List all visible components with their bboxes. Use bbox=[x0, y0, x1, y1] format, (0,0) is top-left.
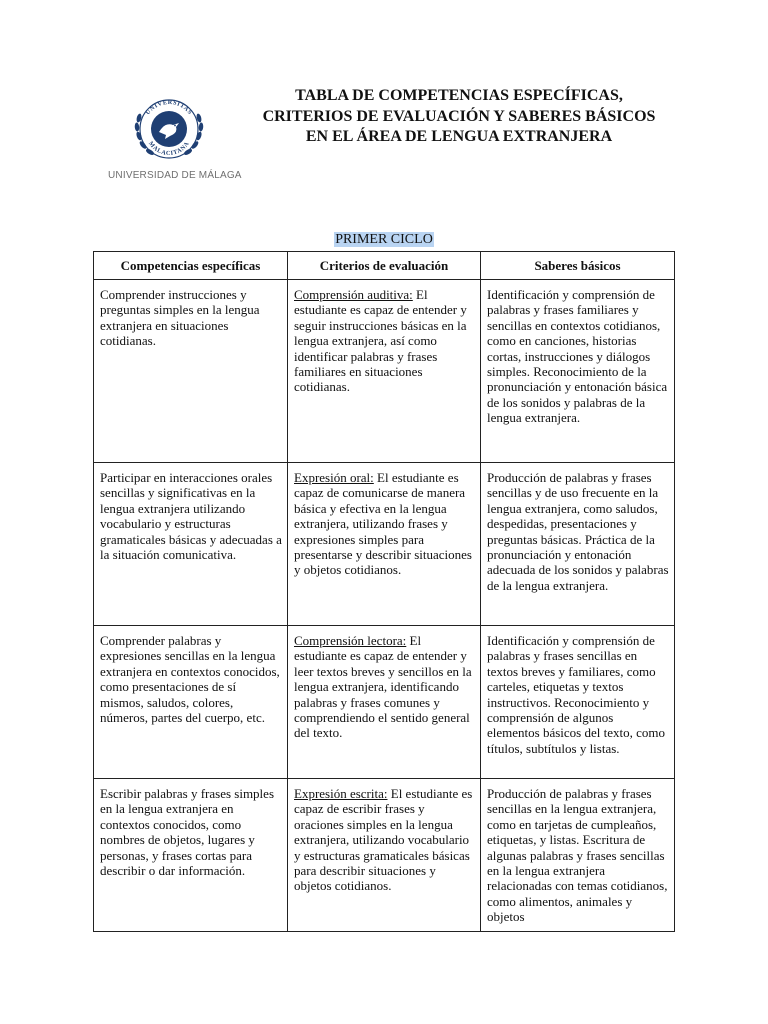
criterio-cell bbox=[288, 626, 481, 779]
criterio-label: Expresión escrita: bbox=[294, 786, 388, 801]
competencia-cell: Comprender instrucciones y preguntas simples en la lengua extranjera en situaciones cotidianas. bbox=[94, 280, 288, 463]
criterio-label: Comprensión auditiva: bbox=[294, 287, 413, 302]
saberes-cell: Identificación y comprensión de palabras y frases sencillas en textos breves y familiares, como carteles, etiquetas y textos instructivos. Reconocimiento y comprensión de algunos elementos básicos del texto, como títulos, subtítulos y listas. bbox=[481, 626, 675, 779]
cycle-label: PRIMER CICLO bbox=[335, 232, 433, 247]
criterio-label: Comprensión lectora: bbox=[294, 633, 407, 648]
criterio-label: Expresión oral: bbox=[294, 470, 374, 485]
title-line-1: TABLA DE COMPETENCIAS ESPECÍFICAS, bbox=[295, 87, 623, 104]
header-competencias: Competencias específicas bbox=[94, 252, 288, 280]
svg-text:MALACITANA: MALACITANA bbox=[147, 140, 191, 158]
header-saberes: Saberes básicos bbox=[481, 252, 675, 280]
table-row bbox=[94, 463, 675, 626]
competencia-cell: Comprender palabras y expresiones sencillas en la lengua extranjera en contextos conocidos, como presentaciones de sí mismos, saludos, colores, números, partes del cuerpo, etc. bbox=[94, 626, 288, 779]
competencia-cell: Participar en interacciones orales sencillas y significativas en la lengua extranjera utilizando vocabulario y estructuras gramaticales básicas y adecuadas a la situación comunicativa. bbox=[94, 463, 288, 626]
competencia-cell: Escribir palabras y frases simples en la lengua extranjera en contextos conocidos, como nombres de objetos, lugares y personas, y frases cortas para describir o dar información. bbox=[94, 779, 288, 932]
university-seal-icon bbox=[132, 92, 206, 166]
svg-text:UNIVERSITAS: UNIVERSITAS bbox=[144, 98, 194, 117]
table-row bbox=[94, 280, 675, 463]
criterio-text: El estudiante es capaz de escribir frases y oraciones simples en la lengua extranjera, utilizando vocabulario y estructuras gramaticales básicas para describir situaciones y objetos cotidianos. bbox=[294, 786, 473, 894]
university-name: UNIVERSIDAD DE MÁLAGA bbox=[108, 170, 242, 181]
table-row bbox=[94, 626, 675, 779]
criterio-text: El estudiante es capaz de comunicarse de manera básica y efectiva en la lengua extranjera, utilizando frases y expresiones simples para presentarse y describir situaciones y objetos cotidianos. bbox=[294, 470, 472, 578]
criterio-cell bbox=[288, 280, 481, 463]
table-header-row bbox=[94, 252, 675, 280]
university-logo bbox=[104, 92, 242, 187]
criterio-text: El estudiante es capaz de entender y leer textos breves y sencillos en la lengua extranjera, identificando palabras y frases comunes y comprendiendo el sentido general del texto. bbox=[294, 633, 472, 741]
header-criterios: Criterios de evaluación bbox=[288, 252, 481, 280]
table-row bbox=[94, 779, 675, 932]
title-line-2: CRITERIOS DE EVALUACIÓN Y SABERES BÁSICOS bbox=[262, 107, 656, 125]
cycle-heading bbox=[0, 232, 768, 248]
saberes-cell: Producción de palabras y frases sencillas en la lengua extranjera, como en tarjetas de cumpleaños, etiquetas, y listas. Escritura de algunas palabras y frases sencillas en la lengua extranjera relacionadas con temas cotidianos, como alimentos, animales y objetos bbox=[481, 779, 675, 932]
criterio-text: El estudiante es capaz de entender y seguir instrucciones básicas en la lengua extranjera, así como identificar palabras y frases familiares en situaciones cotidianas. bbox=[294, 287, 467, 395]
criterio-cell bbox=[288, 779, 481, 932]
document-title bbox=[245, 86, 673, 148]
saberes-cell: Identificación y comprensión de palabras y frases familiares y sencillas en contextos cotidianos, como en canciones, historias cortas, instrucciones y diálogos simples. Reconocimiento de la pronunciación y entonación básica de los sonidos y palabras de la lengua extranjera. bbox=[481, 280, 675, 463]
criterio-cell bbox=[288, 463, 481, 626]
competencies-table bbox=[93, 251, 675, 932]
title-line-3: EN EL ÁREA DE LENGUA EXTRANJERA bbox=[305, 128, 613, 145]
saberes-cell: Producción de palabras y frases sencillas y de uso frecuente en la lengua extranjera, como saludos, despedidas, presentaciones y preguntas básicas. Práctica de la pronunciación y entonación adecuada de los sonidos y palabras de la lengua extranjera. bbox=[481, 463, 675, 626]
